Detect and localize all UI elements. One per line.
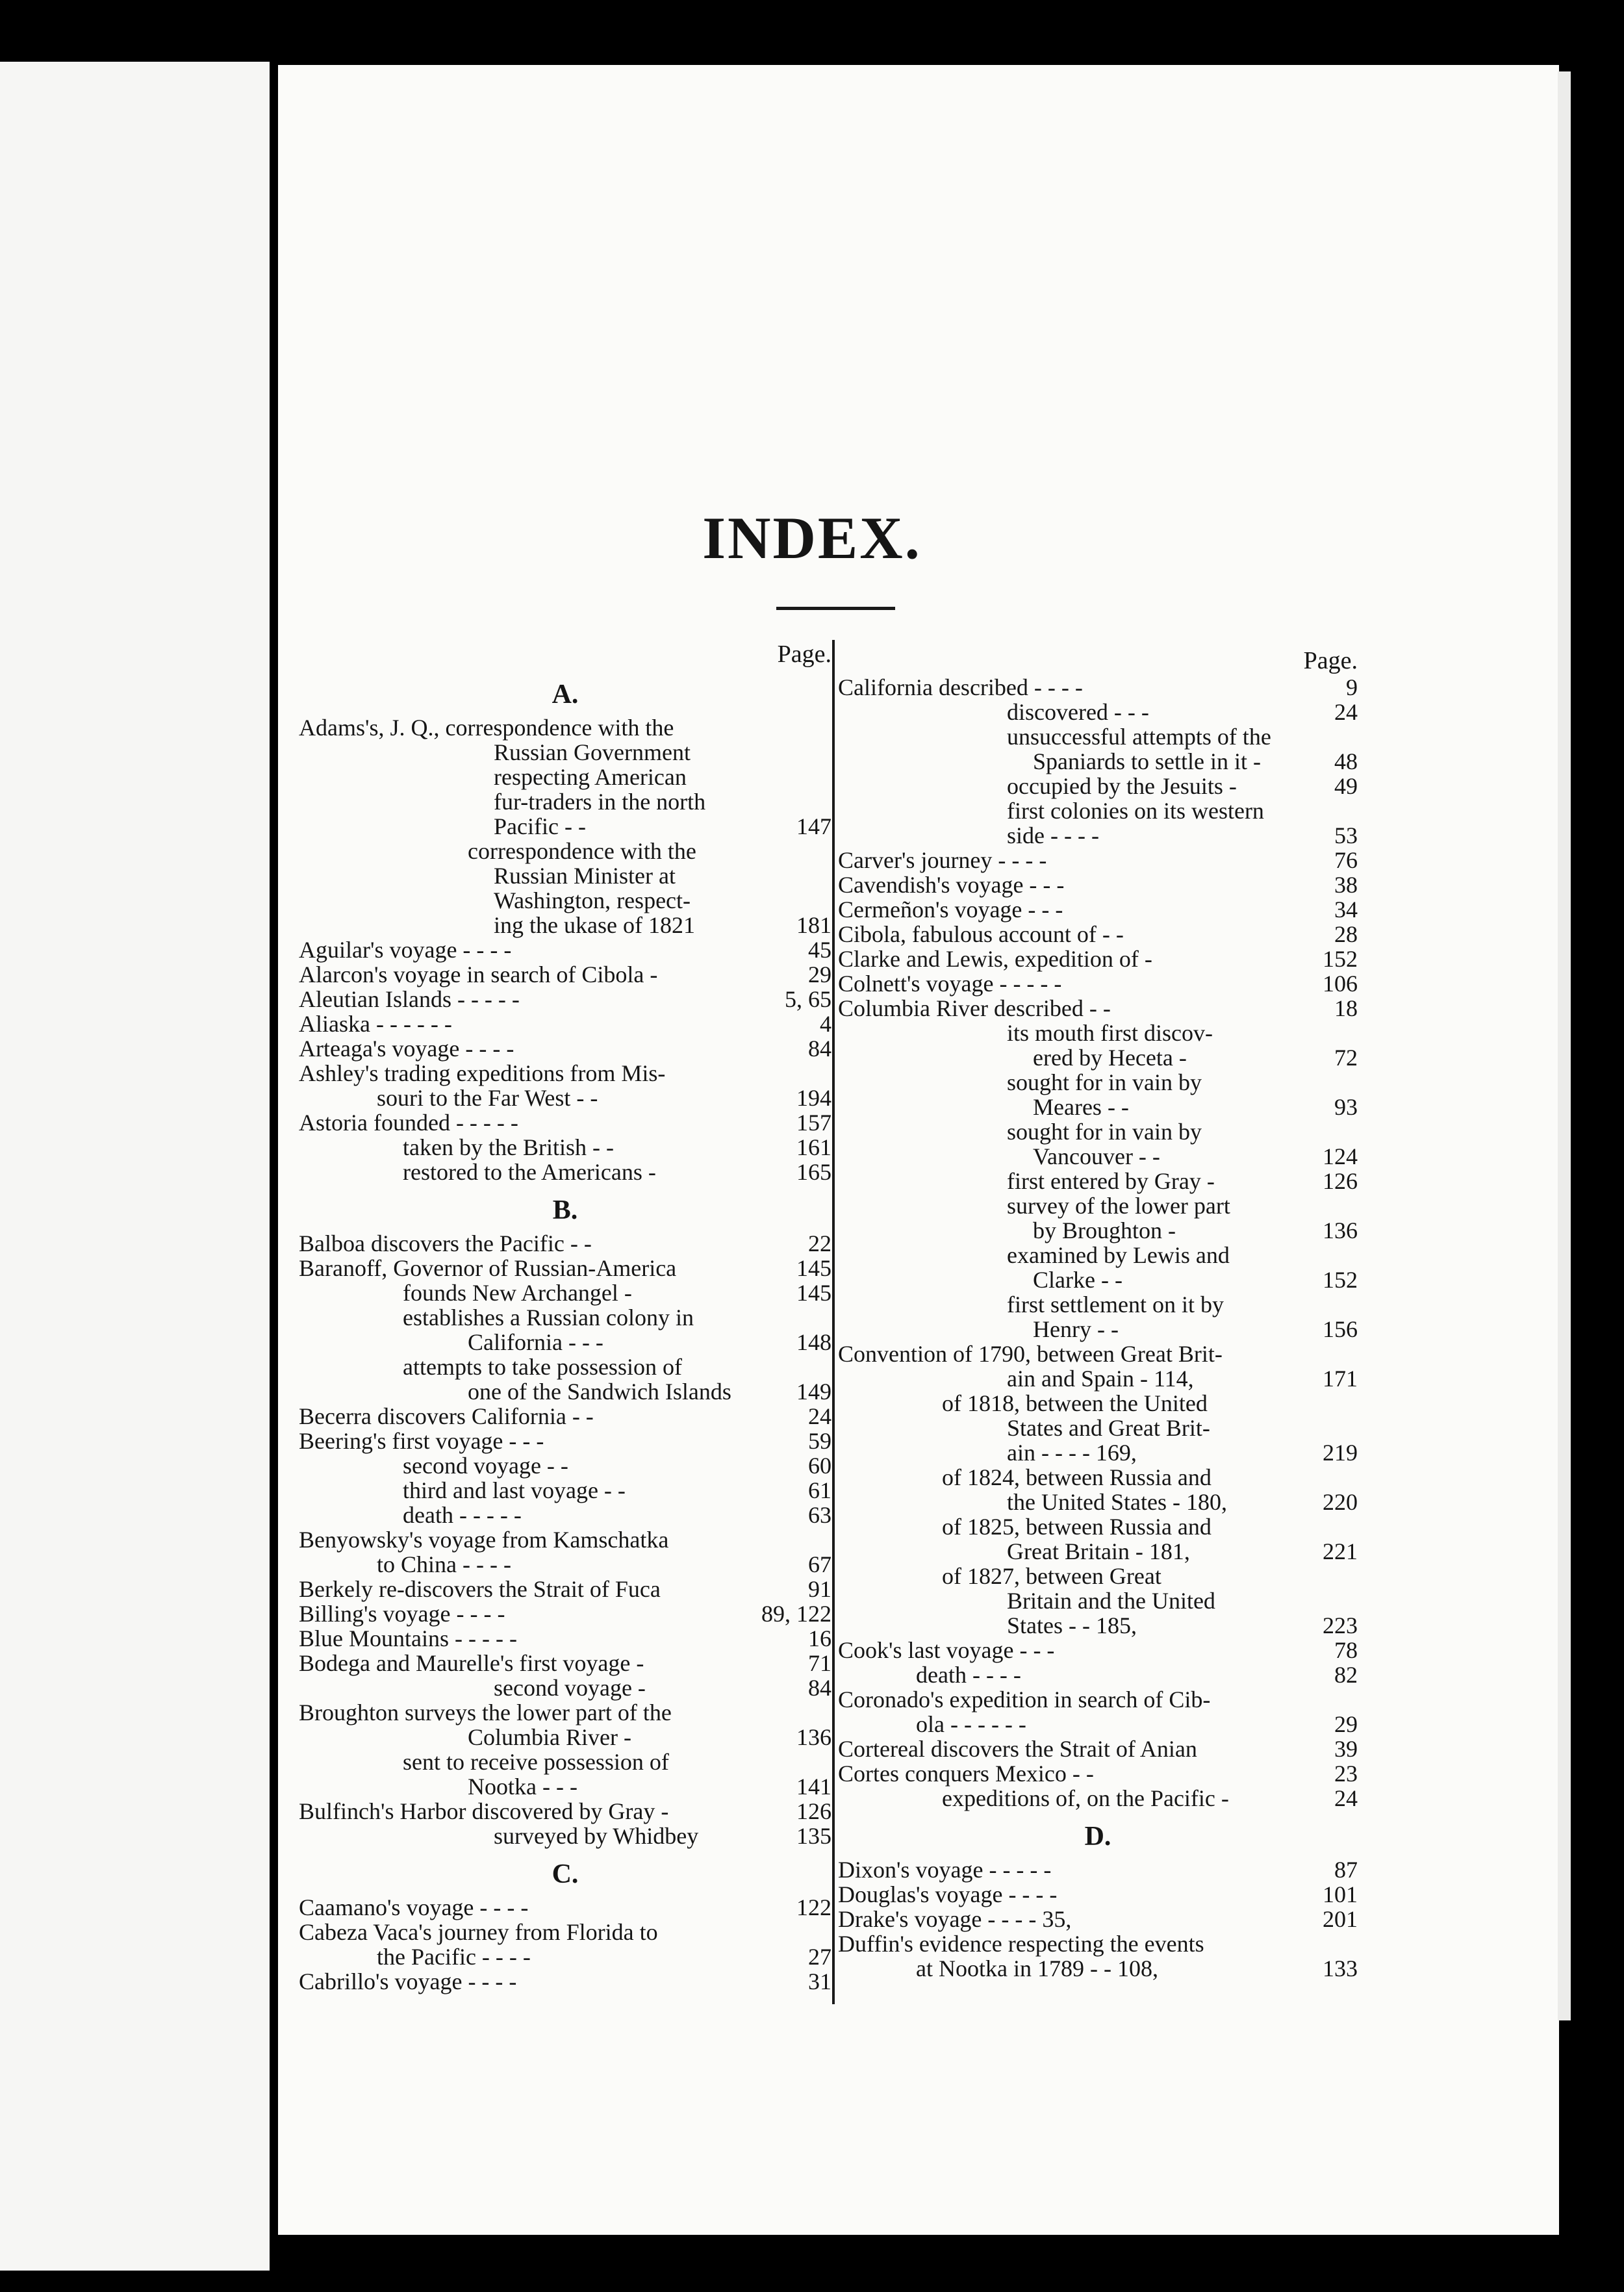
- entry-page-number: 181: [796, 912, 831, 938]
- index-entry: [299, 1824, 831, 1848]
- index-entry: [299, 913, 831, 937]
- entry-text: surveyed by Whidbey: [494, 1823, 699, 1849]
- index-entry: [838, 1391, 1358, 1416]
- page-edge: [1558, 71, 1571, 2020]
- entry-text: Baranoff, Governor of Russian-America: [299, 1255, 677, 1281]
- entry-text: Nootka - - -: [468, 1774, 577, 1800]
- index-entry: [838, 823, 1358, 848]
- entry-page-number: 87: [1334, 1857, 1358, 1883]
- index-entry: [299, 789, 831, 814]
- entry-page-number: 34: [1334, 897, 1358, 923]
- index-entry: [299, 1355, 831, 1379]
- index-entry: [838, 971, 1358, 996]
- entry-text: death - - - - -: [403, 1502, 522, 1528]
- entry-page-number: 149: [796, 1379, 831, 1405]
- entry-text: Aguilar's voyage - - - -: [299, 937, 512, 963]
- index-entry: [299, 1086, 831, 1110]
- index-entry: [838, 1857, 1358, 1882]
- entry-page-number: 201: [1323, 1906, 1358, 1932]
- entry-text: of 1818, between the United: [942, 1390, 1208, 1416]
- entry-text: Russian Government: [494, 739, 691, 765]
- index-entry: [299, 863, 831, 888]
- entry-page-number: 135: [796, 1823, 831, 1849]
- entry-text: first settlement on it by: [1007, 1292, 1224, 1318]
- index-entry: [299, 888, 831, 913]
- entry-text: first entered by Gray -: [1007, 1168, 1215, 1194]
- entry-text: Drake's voyage - - - - 35,: [838, 1906, 1072, 1932]
- entry-text: Cavendish's voyage - - -: [838, 872, 1065, 898]
- index-entry: [299, 1969, 831, 1994]
- index-entry: [838, 1465, 1358, 1490]
- index-entry: [299, 1799, 831, 1824]
- index-entry: [838, 1907, 1358, 1931]
- index-entry: [838, 1193, 1358, 1218]
- entry-page-number: 220: [1323, 1489, 1358, 1515]
- index-entry: [299, 1036, 831, 1061]
- page-column-header: Page.: [777, 641, 831, 668]
- index-entry: [838, 1613, 1358, 1638]
- entry-page-number: 156: [1323, 1316, 1358, 1342]
- entry-page-number: 18: [1334, 995, 1358, 1021]
- entry-page-number: 221: [1323, 1538, 1358, 1564]
- index-entry: [838, 1144, 1358, 1169]
- entry-text: second voyage -: [494, 1675, 646, 1701]
- entry-text: Spaniards to settle in it -: [1033, 748, 1261, 774]
- entry-text: Alarcon's voyage in search of Cibola -: [299, 961, 658, 987]
- entry-page-number: 124: [1323, 1143, 1358, 1169]
- entry-text: by Broughton -: [1033, 1217, 1176, 1243]
- entry-text: Cermeñon's voyage - - -: [838, 897, 1063, 923]
- entry-page-number: 45: [808, 937, 831, 963]
- entry-text: Meares - -: [1033, 1094, 1129, 1120]
- index-entry: [299, 1160, 831, 1184]
- entry-page-number: 82: [1334, 1662, 1358, 1688]
- entry-page-number: 38: [1334, 872, 1358, 898]
- entry-text: Pacific - -: [494, 813, 586, 839]
- entry-text: Aleutian Islands - - - - -: [299, 986, 520, 1012]
- entry-text: discovered - - -: [1007, 699, 1149, 725]
- index-entry: [299, 740, 831, 765]
- entry-text: Bodega and Maurelle's first voyage -: [299, 1650, 644, 1676]
- index-entry: [299, 1256, 831, 1280]
- index-entry: [299, 1429, 831, 1453]
- entry-text: to China - - - -: [377, 1551, 511, 1577]
- entry-text: ola - - - - - -: [916, 1711, 1026, 1737]
- index-entry: [838, 749, 1358, 774]
- entry-text: sent to receive possession of: [403, 1749, 669, 1775]
- index-entry: [299, 1478, 831, 1503]
- index-entry: [838, 897, 1358, 922]
- index-entry: [838, 1119, 1358, 1144]
- entry-page-number: 16: [808, 1625, 831, 1651]
- index-entry: [838, 1931, 1358, 1956]
- entry-text: of 1824, between Russia and: [942, 1464, 1212, 1490]
- entry-text: Cibola, fabulous account of - -: [838, 921, 1124, 947]
- entry-text: Henry - -: [1033, 1316, 1119, 1342]
- index-entry: [838, 1416, 1358, 1440]
- entry-text: Broughton surveys the lower part of the: [299, 1700, 672, 1725]
- entry-page-number: 72: [1334, 1045, 1358, 1071]
- index-entry: [299, 765, 831, 789]
- index-entries-left: [299, 676, 831, 1994]
- entry-page-number: 126: [1323, 1168, 1358, 1194]
- entry-text: occupied by the Jesuits -: [1007, 773, 1237, 799]
- entry-text: the Pacific - - - -: [377, 1944, 531, 1970]
- entry-text: Ashley's trading expeditions from Mis-: [299, 1060, 666, 1086]
- entry-text: Arteaga's voyage - - - -: [299, 1036, 514, 1062]
- entry-text: ain - - - - 169,: [1007, 1440, 1137, 1466]
- page-column-header: Page.: [1303, 647, 1358, 674]
- entry-text: expeditions of, on the Pacific -: [942, 1785, 1229, 1811]
- entry-page-number: 165: [796, 1159, 831, 1185]
- index-entry: [299, 1577, 831, 1601]
- entry-text: founds New Archangel -: [403, 1280, 632, 1306]
- entry-text: side - - - -: [1007, 822, 1099, 848]
- entry-page-number: 29: [1334, 1711, 1358, 1737]
- entry-text: third and last voyage - -: [403, 1477, 626, 1503]
- entry-text: Britain and the United: [1007, 1588, 1215, 1614]
- index-entry: [838, 1737, 1358, 1761]
- index-entry: [838, 996, 1358, 1021]
- index-entry: [838, 1095, 1358, 1119]
- entry-page-number: 223: [1323, 1612, 1358, 1638]
- index-entry: [838, 1564, 1358, 1588]
- index-entry: [838, 1342, 1358, 1366]
- entry-page-number: 93: [1334, 1094, 1358, 1120]
- index-entry: [299, 987, 831, 1012]
- index-entry: [299, 1774, 831, 1799]
- index-entry: [838, 1243, 1358, 1267]
- entry-text: California described - - - -: [838, 674, 1083, 700]
- entry-page-number: 101: [1323, 1881, 1358, 1907]
- entry-text: Cabeza Vaca's journey from Florida to: [299, 1919, 658, 1945]
- entry-page-number: 84: [808, 1675, 831, 1701]
- index-entry: [838, 1366, 1358, 1391]
- index-entry: [838, 1514, 1358, 1539]
- entry-text: Balboa discovers the Pacific - -: [299, 1230, 592, 1256]
- entry-page-number: 152: [1323, 946, 1358, 972]
- index-entry: [299, 814, 831, 839]
- index-entry: [299, 1280, 831, 1305]
- entry-text: Douglas's voyage - - - -: [838, 1881, 1058, 1907]
- entry-text: Cabrillo's voyage - - - -: [299, 1968, 517, 1994]
- entry-text: correspondence with the: [468, 838, 696, 864]
- entry-page-number: 171: [1323, 1366, 1358, 1392]
- entry-text: fur-traders in the north: [494, 789, 706, 815]
- index-entry: [299, 1379, 831, 1404]
- entry-text: Bulfinch's Harbor discovered by Gray -: [299, 1798, 669, 1824]
- index-entry: [299, 937, 831, 962]
- index-entry: [838, 1687, 1358, 1712]
- index-entry: [838, 1440, 1358, 1465]
- index-entry: [299, 1920, 831, 1944]
- section-letter: D.: [1084, 1822, 1111, 1852]
- index-entry: [299, 1651, 831, 1675]
- section-letter: B.: [552, 1195, 578, 1225]
- entry-text: attempts to take possession of: [403, 1354, 682, 1380]
- entry-text: Clarke - -: [1033, 1267, 1123, 1293]
- entry-text: Cortes conquers Mexico - -: [838, 1761, 1094, 1787]
- entry-page-number: 24: [1334, 699, 1358, 725]
- entry-page-number: 24: [1334, 1785, 1358, 1811]
- index-entry: [299, 1895, 831, 1920]
- index-entry: [838, 1070, 1358, 1095]
- facing-page: [0, 62, 270, 2271]
- entry-text: restored to the Americans -: [403, 1159, 656, 1185]
- index-entry: [299, 1552, 831, 1577]
- index-entry: [838, 1292, 1358, 1317]
- entry-text: ered by Heceta -: [1033, 1045, 1187, 1071]
- entry-text: respecting American: [494, 764, 687, 790]
- index-entry: [299, 1725, 831, 1750]
- section-letter: C.: [552, 1859, 579, 1889]
- index-entry: [299, 1750, 831, 1774]
- index-entry: [299, 1404, 831, 1429]
- entry-text: Coronado's expedition in search of Cib-: [838, 1687, 1211, 1713]
- index-entry: [838, 798, 1358, 823]
- index-entry: [299, 1330, 831, 1355]
- index-entry: [299, 1012, 831, 1036]
- entry-page-number: 141: [796, 1774, 831, 1800]
- index-entry: [838, 1588, 1358, 1613]
- entry-text: taken by the British - -: [403, 1134, 614, 1160]
- index-entry: [838, 1662, 1358, 1687]
- index-entry: [299, 1453, 831, 1478]
- index-entry: [299, 962, 831, 987]
- entry-page-number: 78: [1334, 1637, 1358, 1663]
- index-entry: [838, 1317, 1358, 1342]
- index-entry: [838, 724, 1358, 749]
- entry-text: Vancouver - -: [1033, 1143, 1160, 1169]
- index-entry: [838, 700, 1358, 724]
- index-entry: [838, 1021, 1358, 1045]
- entry-page-number: 49: [1334, 773, 1358, 799]
- page-title: INDEX.: [702, 505, 922, 571]
- entry-text: Carver's journey - - - -: [838, 847, 1047, 873]
- index-entry: [299, 1944, 831, 1969]
- entry-text: sought for in vain by: [1007, 1069, 1202, 1095]
- entry-text: Beering's first voyage - - -: [299, 1428, 544, 1454]
- index-entry: [838, 872, 1358, 897]
- index-entry: [299, 1231, 831, 1256]
- entry-page-number: 76: [1334, 847, 1358, 873]
- entry-text: Russian Minister at: [494, 863, 676, 889]
- entry-page-number: 22: [808, 1230, 831, 1256]
- entry-page-number: 24: [808, 1403, 831, 1429]
- entry-page-number: 48: [1334, 748, 1358, 774]
- entry-text: Cortereal discovers the Strait of Anian: [838, 1736, 1197, 1762]
- index-entry: [838, 1882, 1358, 1907]
- entry-page-number: 39: [1334, 1736, 1358, 1762]
- entry-text: at Nootka in 1789 - - 108,: [916, 1955, 1158, 1981]
- entry-text: ain and Spain - 114,: [1007, 1366, 1194, 1392]
- entry-text: Aliaska - - - - - -: [299, 1011, 452, 1037]
- entry-text: Blue Mountains - - - - -: [299, 1625, 517, 1651]
- entry-text: Columbia River described - -: [838, 995, 1111, 1021]
- entry-text: ing the ukase of 1821: [494, 912, 695, 938]
- index-entries-right: [838, 675, 1358, 1981]
- entry-text: its mouth first discov-: [1007, 1020, 1213, 1046]
- index-entry: [838, 848, 1358, 872]
- index-entry: [299, 1601, 831, 1626]
- index-entry: [838, 1169, 1358, 1193]
- entry-text: survey of the lower part: [1007, 1193, 1230, 1219]
- index-entry: [838, 1490, 1358, 1514]
- entry-page-number: 29: [808, 961, 831, 987]
- entry-page-number: 5, 65: [785, 986, 831, 1012]
- entry-text: Becerra discovers California - -: [299, 1403, 594, 1429]
- entry-text: Cook's last voyage - - -: [838, 1637, 1055, 1663]
- entry-text: States and Great Brit-: [1007, 1415, 1210, 1441]
- entry-text: souri to the Far West - -: [377, 1085, 598, 1111]
- index-entry: [299, 1305, 831, 1330]
- index-entry: [299, 1135, 831, 1160]
- entry-page-number: 161: [796, 1134, 831, 1160]
- index-entry: [838, 1786, 1358, 1811]
- entry-text: examined by Lewis and: [1007, 1242, 1230, 1268]
- entry-text: the United States - 180,: [1007, 1489, 1227, 1515]
- entry-text: Washington, respect-: [494, 887, 691, 913]
- entry-page-number: 91: [808, 1576, 831, 1602]
- index-entry: [299, 715, 831, 740]
- entry-text: California - - -: [468, 1329, 603, 1355]
- entry-page-number: 84: [808, 1036, 831, 1062]
- index-entry: [299, 1061, 831, 1086]
- entry-page-number: 122: [796, 1894, 831, 1920]
- entry-page-number: 219: [1323, 1440, 1358, 1466]
- index-entry: [299, 1110, 831, 1135]
- entry-text: death - - - -: [916, 1662, 1021, 1688]
- entry-page-number: 133: [1323, 1955, 1358, 1981]
- entry-text: Columbia River -: [468, 1724, 631, 1750]
- index-entry: [299, 1626, 831, 1651]
- index-entry: [838, 1956, 1358, 1981]
- index-entry: [838, 1218, 1358, 1243]
- entry-page-number: 136: [1323, 1217, 1358, 1243]
- entry-page-number: 67: [808, 1551, 831, 1577]
- entry-text: one of the Sandwich Islands: [468, 1379, 731, 1405]
- index-entry: [838, 1045, 1358, 1070]
- entry-text: of 1825, between Russia and: [942, 1514, 1212, 1540]
- entry-text: Benyowsky's voyage from Kamschatka: [299, 1527, 669, 1553]
- index-column-left: [299, 640, 831, 1994]
- index-entry: [838, 947, 1358, 971]
- entry-page-number: 31: [808, 1968, 831, 1994]
- entry-text: Colnett's voyage - - - - -: [838, 971, 1062, 997]
- entry-text: Duffin's evidence respecting the events: [838, 1931, 1204, 1957]
- index-entry: [838, 1267, 1358, 1292]
- entry-page-number: 136: [796, 1724, 831, 1750]
- entry-page-number: 61: [808, 1477, 831, 1503]
- entry-text: Astoria founded - - - - -: [299, 1110, 518, 1136]
- column-divider: [832, 640, 835, 2004]
- entry-page-number: 145: [796, 1255, 831, 1281]
- entry-page-number: 59: [808, 1428, 831, 1454]
- index-entry: [838, 1539, 1358, 1564]
- entry-text: Berkely re-discovers the Strait of Fuca: [299, 1576, 661, 1602]
- index-entry: [838, 774, 1358, 798]
- entry-text: first colonies on its western: [1007, 798, 1264, 824]
- entry-page-number: 9: [1346, 674, 1358, 700]
- index-entry: [299, 1700, 831, 1725]
- entry-text: second voyage - -: [403, 1453, 568, 1479]
- entry-text: sought for in vain by: [1007, 1119, 1202, 1145]
- index-entry: [299, 839, 831, 863]
- entry-page-number: 145: [796, 1280, 831, 1306]
- entry-text: Adams's, J. Q., correspondence with the: [299, 715, 674, 741]
- entry-text: Caamano's voyage - - - -: [299, 1894, 529, 1920]
- entry-text: States - - 185,: [1007, 1612, 1137, 1638]
- entry-text: Billing's voyage - - - -: [299, 1601, 505, 1627]
- entry-page-number: 4: [820, 1011, 831, 1037]
- entry-text: of 1827, between Great: [942, 1563, 1161, 1589]
- index-entry: [299, 1503, 831, 1527]
- entry-page-number: 23: [1334, 1761, 1358, 1787]
- index-entry: [299, 1527, 831, 1552]
- entry-page-number: 71: [808, 1650, 831, 1676]
- index-entry: [299, 1675, 831, 1700]
- index-entry: [838, 922, 1358, 947]
- entry-page-number: 63: [808, 1502, 831, 1528]
- entry-text: Convention of 1790, between Great Brit-: [838, 1341, 1223, 1367]
- entry-page-number: 89, 122: [761, 1601, 831, 1627]
- entry-text: unsuccessful attempts of the: [1007, 724, 1271, 750]
- entry-page-number: 60: [808, 1453, 831, 1479]
- entry-page-number: 152: [1323, 1267, 1358, 1293]
- entry-page-number: 53: [1334, 822, 1358, 848]
- entry-page-number: 28: [1334, 921, 1358, 947]
- entry-page-number: 147: [796, 813, 831, 839]
- entry-text: establishes a Russian colony in: [403, 1305, 694, 1331]
- entry-page-number: 126: [796, 1798, 831, 1824]
- index-entry: [838, 675, 1358, 700]
- entry-text: Clarke and Lewis, expedition of -: [838, 946, 1152, 972]
- section-letter: A.: [552, 680, 579, 709]
- entry-page-number: 194: [796, 1085, 831, 1111]
- title-rule: [776, 607, 895, 610]
- entry-page-number: 27: [808, 1944, 831, 1970]
- index-entry: [838, 1712, 1358, 1737]
- entry-page-number: 157: [796, 1110, 831, 1136]
- index-entry: [838, 1761, 1358, 1786]
- entry-text: Great Britain - 181,: [1007, 1538, 1190, 1564]
- entry-page-number: 106: [1323, 971, 1358, 997]
- index-entry: [838, 1638, 1358, 1662]
- entry-text: Dixon's voyage - - - - -: [838, 1857, 1052, 1883]
- index-column-right: [838, 646, 1358, 1981]
- entry-page-number: 148: [796, 1329, 831, 1355]
